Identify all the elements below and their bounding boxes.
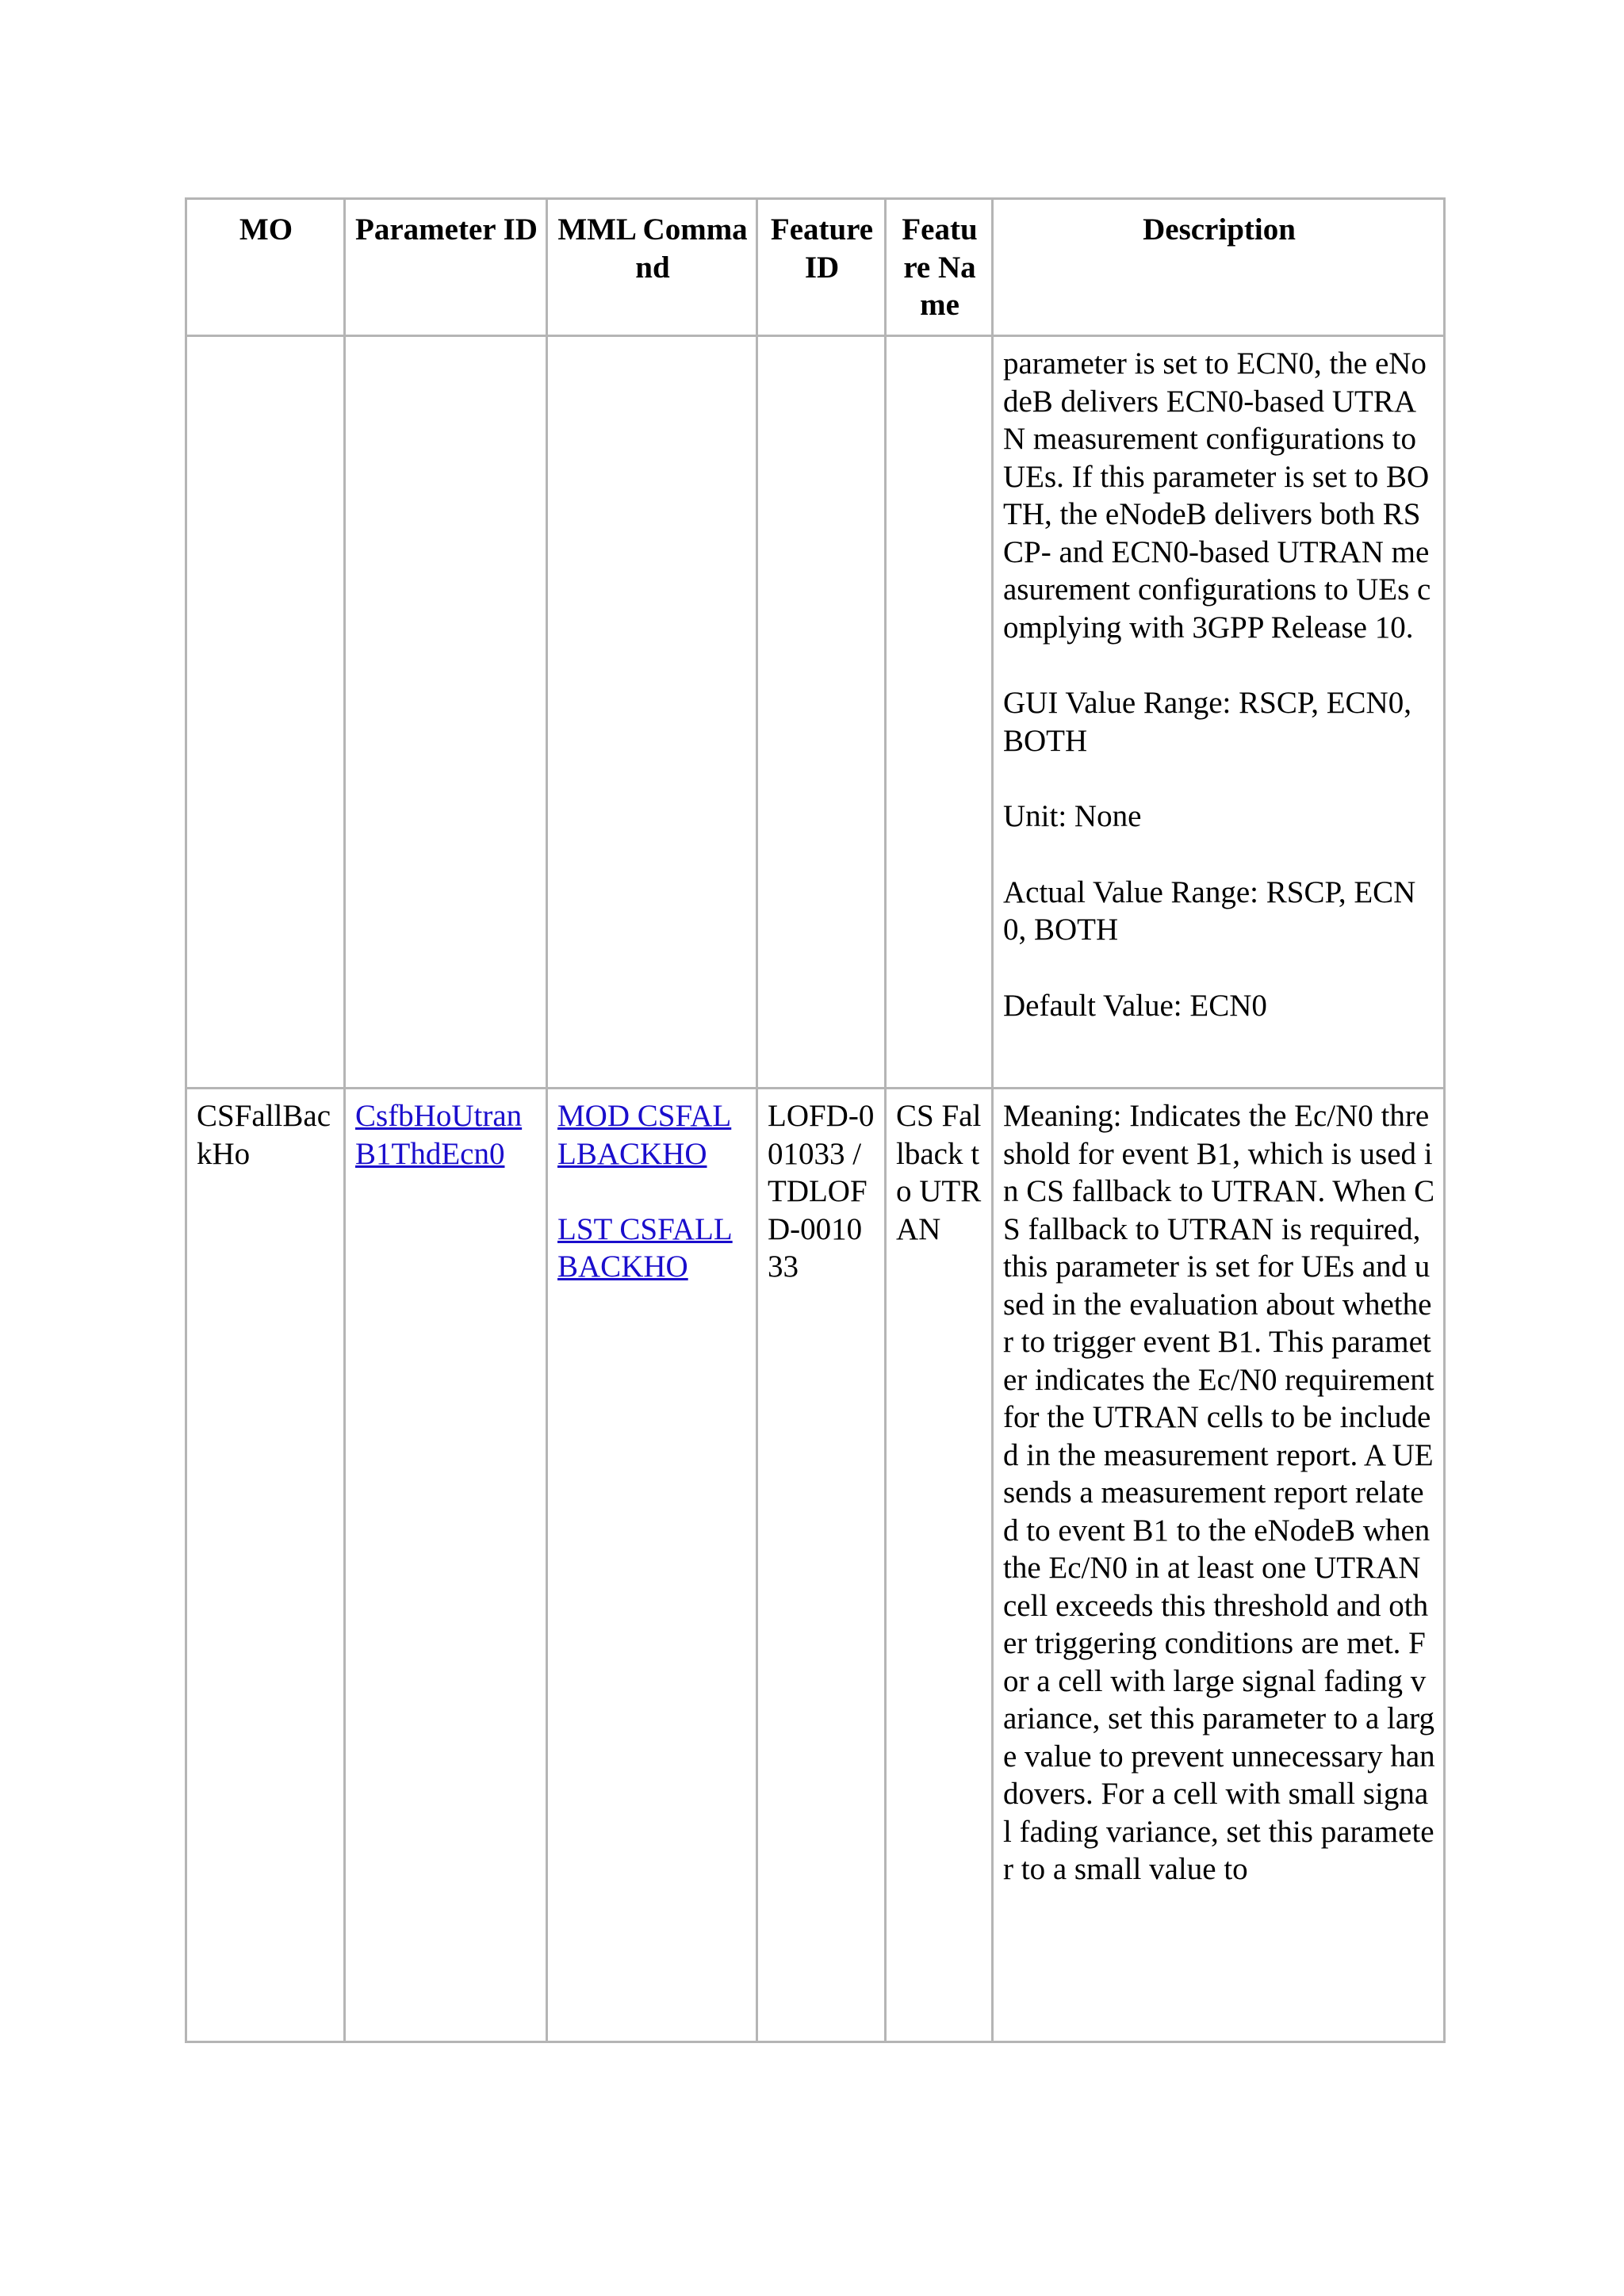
mod-command-link[interactable]: MOD CSFALLBACKHO: [557, 1099, 732, 1171]
description-paragraph: parameter is set to ECN0, the eNodeB delivers ECN0-based UTRAN measurement configurations to UEs. If this parameter is set to BOTH, the eNodeB delivers both RSCP- and ECN0-based UTRAN measurement configurations to UEs complying with 3GPP Release 10.: [1003, 346, 1431, 645]
cell-mml-command-empty: [547, 336, 757, 1089]
parameter-table: [185, 197, 1446, 2043]
cell-feature-name-empty: [886, 336, 993, 1089]
cell-description: Meaning: Indicates the Ec/N0 threshold for event B1, which is used in CS fallback to UTRAN. When CS fallback to UTRAN is required, this parameter is set for UEs and used in the evaluation about whether to trigger event B1. This parameter indicates the Ec/N0 requirement for the UTRAN cells to be included in the measurement report. A UE sends a measurement report related to event B1 to the eNodeB when the Ec/N0 in at least one UTRAN cell exceeds this threshold and other triggering conditions are met. For a cell with large signal fading variance, set this parameter to a large value to prevent unnecessary handovers. For a cell with small signal fading variance, set this parameter to a small value to: [993, 1089, 1445, 2042]
cell-description-continued: [993, 336, 1445, 1089]
spacer: [557, 1173, 748, 1211]
cell-feature-id-empty: [757, 336, 886, 1089]
table-row: [186, 1089, 1445, 2042]
lst-command-link[interactable]: LST CSFALLBACKHO: [557, 1211, 733, 1284]
header-feature-name: Feature Name: [886, 199, 993, 336]
cell-mo-empty: [186, 336, 345, 1089]
table-header-row: [186, 199, 1445, 336]
header-mo: MO: [186, 199, 345, 336]
cell-parameter-id-empty: [345, 336, 547, 1089]
cell-parameter-id: [345, 1089, 547, 2042]
gui-value-range: GUI Value Range: RSCP, ECN0, BOTH: [1003, 686, 1411, 758]
cell-mml-command: [547, 1089, 757, 2042]
parameter-id-link[interactable]: CsfbHoUtranB1ThdEcn0: [355, 1099, 523, 1171]
header-feature-id: Feature ID: [757, 199, 886, 336]
cell-feature-name: CS Fallback to UTRAN: [886, 1089, 993, 2042]
header-mml-command: MML Command: [547, 199, 757, 336]
actual-value-range: Actual Value Range: RSCP, ECN0, BOTH: [1003, 874, 1416, 947]
default-value: Default Value: ECN0: [1003, 988, 1267, 1023]
header-description: Description: [993, 199, 1445, 336]
unit: Unit: None: [1003, 799, 1142, 833]
cell-mo: CSFallBackHo: [186, 1089, 345, 2042]
cell-feature-id: LOFD-001033 / TDLOFD-001033: [757, 1089, 886, 2042]
header-parameter-id: Parameter ID: [345, 199, 547, 336]
table-row-continued: [186, 336, 1445, 1089]
